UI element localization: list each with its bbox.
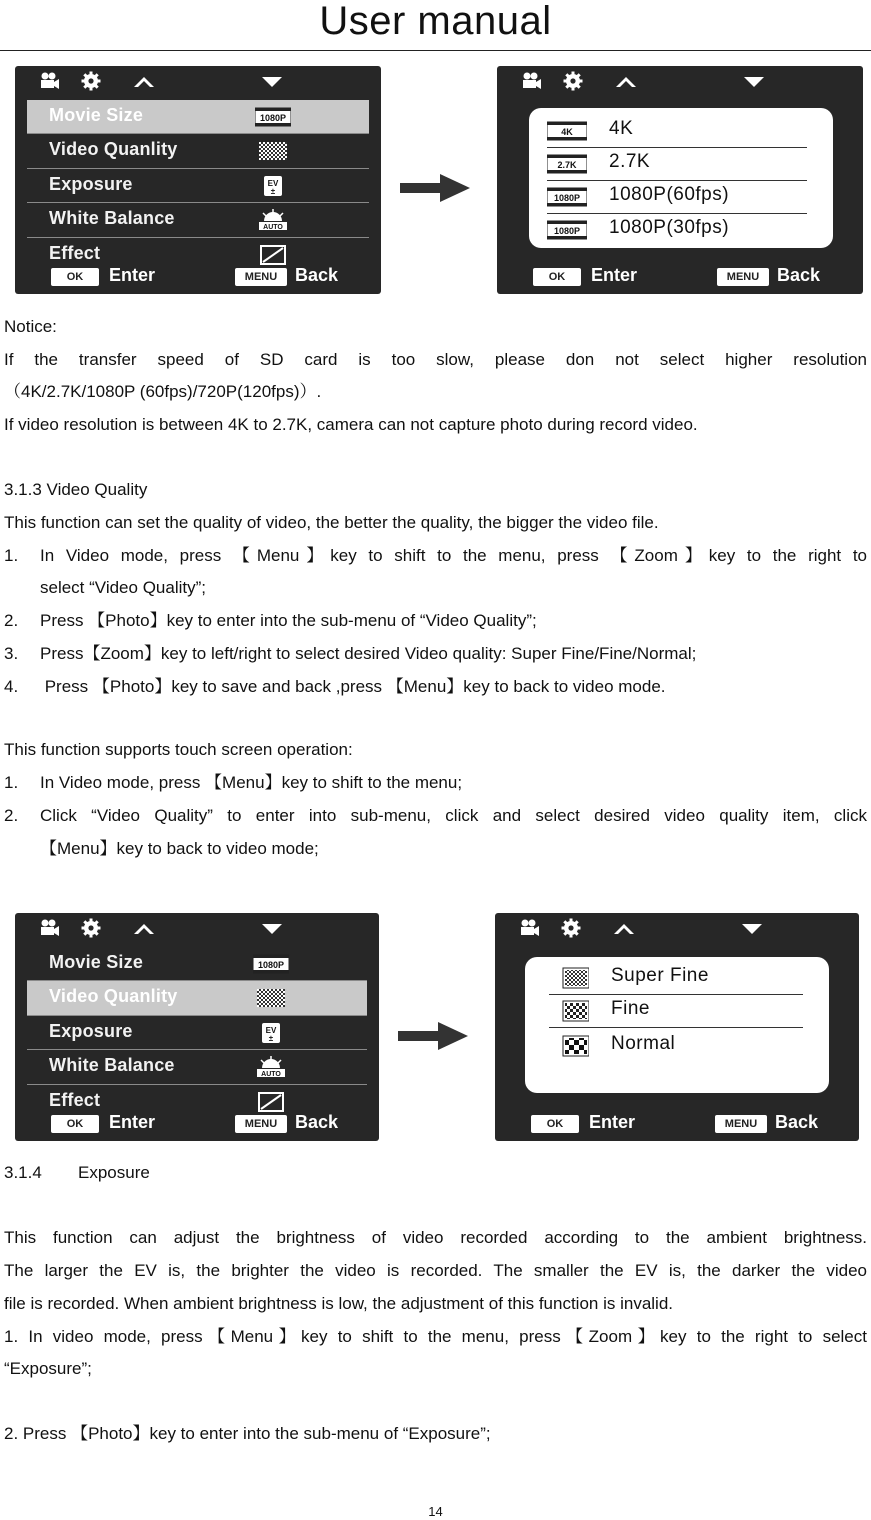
movie-size-options-panel (529, 108, 833, 248)
svg-text:AUTO: AUTO (263, 224, 283, 232)
ev-icon (255, 175, 291, 197)
page-title: User manual (319, 0, 552, 43)
quality-super-fine-icon (549, 967, 589, 989)
step-text: “Exposure”; (4, 1359, 92, 1378)
size-option-label: 1080P(30fps) (609, 217, 730, 238)
menu-item-exposure[interactable] (27, 169, 369, 203)
camera-menu-footer (15, 1107, 379, 1141)
svg-text:1080P: 1080P (257, 960, 285, 970)
film-1080p-icon (547, 219, 587, 241)
page-header (0, 0, 871, 51)
menu-item-video-quality[interactable] (27, 134, 369, 168)
film-1080p-icon (253, 953, 289, 975)
camera-tab-bar (15, 66, 381, 94)
notice-title: Notice: (4, 317, 57, 336)
menu-item-label: Effect (49, 242, 101, 263)
back-label: Back (775, 1112, 819, 1132)
enter-label: Enter (109, 1112, 156, 1132)
section-number: 3.1.4 (4, 1163, 42, 1182)
down-arrow-icon[interactable] (741, 922, 763, 936)
page-number: 14 (428, 1504, 443, 1519)
camera-menu-list (27, 100, 369, 271)
up-arrow-icon[interactable] (613, 922, 635, 936)
menu-item-movie-size[interactable] (27, 947, 367, 981)
gear-icon[interactable] (561, 918, 581, 938)
size-option-label: 2.7K (609, 151, 651, 172)
svg-text:1080P: 1080P (553, 226, 581, 236)
step-number: 1. (4, 546, 19, 565)
menu-key[interactable]: MENU (717, 268, 769, 286)
back-label: Back (295, 265, 339, 285)
video-mode-icon[interactable] (37, 918, 61, 938)
step-number: 2. (4, 611, 19, 630)
step-text: Click “Video Quality” to enter into sub-menu, click and select desired video quality item, click (40, 806, 867, 825)
paragraph-line: file is recorded. When ambient brightness is low, the adjustment of this function is invalid. (4, 1294, 674, 1313)
camera-menu-footer (495, 1107, 859, 1141)
quality-option-normal[interactable] (549, 1029, 803, 1062)
touch-intro: This function supports touch screen operation: (4, 740, 353, 759)
back-label: Back (777, 265, 821, 285)
back-label: Back (295, 1112, 339, 1132)
menu-item-white-balance[interactable] (27, 1050, 367, 1084)
video-mode-icon[interactable] (517, 918, 541, 938)
camera-tab-bar (497, 66, 863, 94)
down-arrow-icon[interactable] (261, 75, 283, 89)
svg-text:4K: 4K (561, 127, 573, 137)
svg-text:1080P: 1080P (259, 113, 287, 123)
menu-item-label: Movie Size (49, 105, 144, 125)
menu-item-label: White Balance (49, 1055, 175, 1076)
camera-main-menu-screen (15, 913, 379, 1141)
svg-text:2.7K: 2.7K (557, 160, 577, 170)
step-number: 2. (4, 806, 19, 825)
video-mode-icon[interactable] (519, 71, 543, 91)
quality-option-label: Fine (611, 998, 650, 1019)
svg-text:1080P: 1080P (553, 193, 581, 203)
menu-item-label: Video Quanlity (49, 139, 178, 160)
size-option-2-7k[interactable] (547, 147, 807, 181)
quality-fine-icon (253, 987, 289, 1009)
menu-item-label: Movie Size (49, 952, 144, 972)
film-2-7k-icon (547, 153, 587, 175)
step-number: 3. (4, 644, 19, 663)
menu-item-video-quality[interactable] (27, 981, 367, 1015)
gear-icon[interactable] (81, 71, 101, 91)
quality-option-label: Super Fine (611, 965, 709, 986)
up-arrow-icon[interactable] (133, 75, 155, 89)
section-intro: This function can set the quality of video, the better the quality, the bigger the video file. (4, 513, 659, 532)
wb-auto-icon (255, 209, 291, 231)
enter-label: Enter (589, 1112, 636, 1132)
svg-text:AUTO: AUTO (261, 1071, 281, 1079)
ok-key[interactable]: OK (51, 268, 99, 286)
step-text: Press 【Photo】key to save and back ,press 【Menu】key to back to video mode. (40, 677, 666, 696)
enter-label: Enter (591, 265, 638, 285)
ok-key[interactable]: OK (533, 268, 581, 286)
svg-text:±: ± (268, 1033, 274, 1043)
quality-normal-icon (549, 1035, 589, 1057)
notice-text: （4K/2.7K/1080P (60fps)/720P(120fps)）. (4, 382, 322, 401)
size-option-label: 1080P(60fps) (609, 184, 730, 205)
svg-text:EV: EV (265, 1025, 277, 1035)
svg-text:EV: EV (267, 178, 279, 188)
camera-menu-list (27, 947, 367, 1118)
size-option-label: 4K (609, 118, 634, 139)
gear-icon[interactable] (563, 71, 583, 91)
menu-item-white-balance[interactable] (27, 203, 369, 237)
video-quality-options-panel (525, 957, 829, 1093)
film-4k-icon (547, 120, 587, 142)
step-number: 1. (4, 773, 19, 792)
enter-label: Enter (109, 265, 156, 285)
section-heading: 3.1.3 Video Quality (4, 480, 148, 499)
up-arrow-icon[interactable] (615, 75, 637, 89)
section-title: Exposure (78, 1163, 150, 1182)
size-option-4k[interactable] (547, 114, 807, 148)
menu-item-label: Exposure (49, 1020, 133, 1041)
step-text: In Video mode, press 【Menu】key to shift to the menu; (40, 773, 463, 792)
up-arrow-icon[interactable] (133, 922, 155, 936)
step-text: select “Video Quality”; (40, 578, 206, 597)
menu-item-label: Exposure (49, 173, 133, 194)
camera-main-menu-screen (15, 66, 381, 294)
step-text: 【Menu】key to back to video mode; (40, 839, 319, 858)
step-text: 1. In video mode, press【Menu】key to shift to the menu, press【Zoom】key to the right to select (4, 1327, 867, 1346)
quality-fine-icon (549, 1000, 589, 1022)
film-1080p-icon (255, 106, 291, 128)
down-arrow-icon[interactable] (261, 922, 283, 936)
paragraph-line: The larger the EV is, the brighter the video is recorded. The smaller the EV is, the darker the video (4, 1261, 867, 1280)
camera-menu-footer (497, 260, 863, 294)
size-option-1080p30[interactable] (547, 213, 807, 246)
menu-key[interactable]: MENU (235, 268, 287, 286)
step-text: In Video mode, press 【Menu】key to shift to the menu, press 【Zoom】key to the right to (40, 546, 867, 565)
size-option-1080p60[interactable] (547, 180, 807, 214)
camera-tab-bar (495, 913, 859, 941)
camera-tab-bar (15, 913, 379, 941)
menu-key[interactable]: MENU (235, 1115, 287, 1133)
down-arrow-icon[interactable] (743, 75, 765, 89)
wb-auto-icon (253, 1056, 289, 1078)
notice-text: If video resolution is between 4K to 2.7K, camera can not capture photo during record video. (4, 415, 698, 434)
menu-item-exposure[interactable] (27, 1016, 367, 1050)
step-number: 4. (4, 677, 19, 696)
video-mode-icon[interactable] (37, 71, 61, 91)
ok-key[interactable]: OK (51, 1115, 99, 1133)
quality-fine-icon (255, 140, 291, 162)
movie-size-submenu-screen (497, 66, 863, 294)
camera-menu-footer (15, 260, 381, 294)
video-quality-submenu-screen (495, 913, 859, 1141)
quality-option-fine[interactable] (549, 994, 803, 1028)
svg-text:±: ± (270, 186, 276, 196)
menu-item-movie-size[interactable] (27, 100, 369, 134)
step-text: Press 【Photo】key to enter into the sub-menu of “Video Quality”; (40, 611, 537, 630)
gear-icon[interactable] (81, 918, 101, 938)
right-arrow-icon (400, 170, 472, 206)
notice-text: If the transfer speed of SD card is too slow, please don not select higher resolution (4, 350, 867, 369)
quality-option-super-fine[interactable] (549, 961, 803, 995)
right-arrow-icon (398, 1018, 470, 1054)
quality-option-label: Normal (611, 1033, 676, 1054)
menu-item-label: Video Quanlity (49, 986, 178, 1007)
step-text: 2. Press 【Photo】key to enter into the sub-menu of “Exposure”; (4, 1424, 491, 1443)
ok-key[interactable]: OK (531, 1115, 579, 1133)
menu-item-label: White Balance (49, 208, 175, 229)
step-text: Press【Zoom】key to left/right to select desired Video quality: Super Fine/Fine/Normal; (40, 644, 697, 663)
paragraph-line: This function can adjust the brightness of video recorded according to the ambient brightness. (4, 1228, 867, 1247)
film-1080p-icon (547, 186, 587, 208)
menu-key[interactable]: MENU (715, 1115, 767, 1133)
menu-item-label: Effect (49, 1089, 101, 1110)
ev-icon (253, 1022, 289, 1044)
